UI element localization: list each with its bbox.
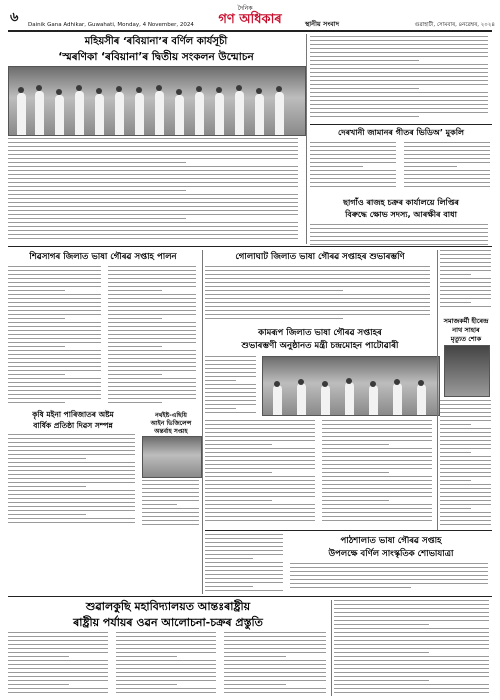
main-headline: ‘স্মৰণিকা ‘ৰবিয়ানা’ৰ দ্বিতীয় সংকলন উন্মোচন xyxy=(58,51,254,63)
golaghat-body xyxy=(205,266,435,324)
col-sep xyxy=(331,600,332,696)
divider xyxy=(310,124,492,125)
bottom-body-2 xyxy=(116,632,218,696)
dateline: Dainik Gana Adhikar, Guwahati, Monday, 4 November, 2024 xyxy=(28,22,194,28)
krishi-headline-2: বাৰ্ষিক প্ৰতিষ্ঠা দিৱস সম্পন্ন xyxy=(33,421,113,430)
pathshala-left-body xyxy=(205,534,285,594)
col-sep xyxy=(202,250,203,594)
shivsagar-body-1 xyxy=(8,266,103,406)
kamrup-photo xyxy=(262,356,440,416)
brand-logo: গণ অধিকাৰ xyxy=(218,12,282,27)
obituary-headline-1: সমাজকৰ্মী হীৰেন্দ্ৰ xyxy=(443,317,489,325)
pathshala-headline-1: পাঠশালাত ভাষা গৌৰৱ সপ্তাহ xyxy=(340,536,442,546)
devaloy-body-2 xyxy=(404,142,492,192)
main-story-body xyxy=(8,138,304,243)
nalbari-headline-1: নৰ্থইষ্ট-এছিয়ি xyxy=(155,412,187,419)
brand-prefix: দৈনিক xyxy=(237,5,253,12)
kamrup-body-2 xyxy=(205,420,317,525)
obituary-body xyxy=(440,400,492,530)
right-date: গুৱাহাটী, সোমবাৰ, ৪নৱেম্বৰ, ২০২৪ xyxy=(414,22,495,28)
devaloy-body xyxy=(310,142,398,192)
bottom-right-body xyxy=(334,600,492,696)
bottom-body-1 xyxy=(8,632,110,696)
nalbari-headline-3: অন্তৰ্বাহ সপ্তাহ xyxy=(154,428,188,435)
side-body xyxy=(440,250,492,312)
bottom-rule xyxy=(8,596,492,597)
golaghat-headline: গোলাঘাট জিলাত ভাষা গৌৰৱ সপ্তাহৰ শুভাৰম্ভণি xyxy=(235,252,405,262)
pathshala-headline-2: উপলক্ষে বৰ্ণিল সাংস্কৃতিক শোভাযাত্ৰা xyxy=(328,549,454,559)
nalbari-headline-2: আইন ভিজিলেন্স xyxy=(150,420,192,427)
krishi-headline-1: কৃষি মইনা পাৰিজাতৰ অষ্টম xyxy=(32,410,114,419)
col-sep xyxy=(306,34,307,244)
pathshala-rule xyxy=(205,530,492,531)
nalbari-photo xyxy=(142,436,202,478)
bottom-headline-1: শুৱালকুছি মহাবিদ্যালয়ত আন্তঃৰাষ্ট্ৰীয় xyxy=(85,600,251,613)
masthead-rule xyxy=(8,30,492,32)
chhagaon-headline-2: বিৰুদ্ধে ক্ষোভ সদস্য, আৰক্ষীৰ বাধা xyxy=(345,210,457,219)
obituary-portrait xyxy=(444,345,490,397)
kamrup-body-1 xyxy=(205,356,257,416)
devaloy-headline: দেৰখানী জামানৰ গীতৰ ভিডিঅ’ মুকলি xyxy=(338,128,464,137)
section-label: স্থানীয় সংবাদ xyxy=(305,20,340,28)
nalbari-body xyxy=(142,480,200,528)
bottom-headline-2: ৰাষ্ট্ৰীয় পৰ্যায়ৰ ওৱন আলোচনা-চক্ৰৰ প্ৰস্তুতি xyxy=(73,616,263,629)
shivsagar-body-2 xyxy=(108,266,198,406)
obituary-headline-3: মৃত্যুত শোক xyxy=(450,335,482,343)
right-top-body xyxy=(310,36,492,120)
band-rule xyxy=(8,246,492,247)
kamrup-body-3 xyxy=(322,420,434,525)
page-number: ৬ xyxy=(10,10,19,25)
main-kicker: মহিয়সীৰ ‘ৰবিয়ানা’ৰ বৰ্ণিল কাৰ্যসূচী xyxy=(84,36,228,47)
chhagaon-headline-1: ছাগাঁও ৰাজহ চক্ৰৰ কাৰ্যালয়ে লিপ্তিৰ xyxy=(343,198,459,207)
group-photo xyxy=(8,66,306,136)
kamrup-headline-1: কামৰূপ জিলাত ভাষা গৌৰৱ সপ্তাহৰ xyxy=(258,328,382,338)
bottom-body-3 xyxy=(224,632,328,696)
shivsagar-headline: শিৱসাগৰ জিলাত ভাষা গৌৰৱ সপ্তাহ পালন xyxy=(29,252,177,262)
krishi-body xyxy=(8,434,138,528)
pathshala-body xyxy=(290,563,492,593)
kamrup-headline-2: শুভাৰম্ভণী অনুষ্ঠানত মন্ত্ৰী চন্দ্ৰমোহন পাটোৱাৰী xyxy=(241,341,399,351)
col-sep xyxy=(437,250,438,530)
obituary-headline-2: নাথ সাহাৰ xyxy=(452,326,480,334)
